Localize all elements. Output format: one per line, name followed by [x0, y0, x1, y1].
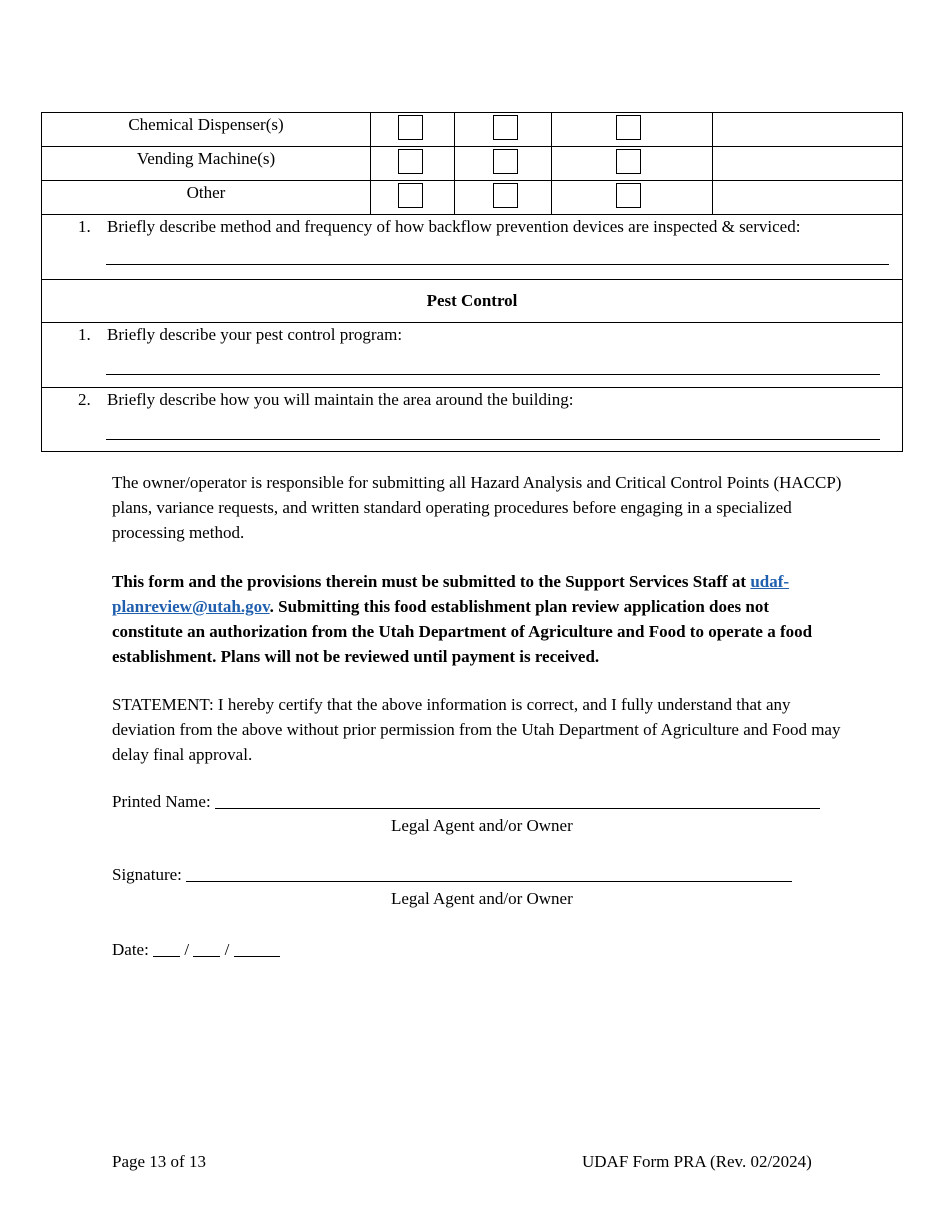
signature-row: [112, 865, 792, 885]
area-maintenance-question-text: Briefly describe how you will maintain the area around the building:: [107, 390, 574, 409]
printed-name-row: [112, 792, 820, 812]
printed-name-label: Printed Name:: [112, 792, 211, 811]
pest-question-row: [42, 388, 903, 452]
area-maintenance-answer-line[interactable]: [106, 439, 880, 440]
pest-control-header-row: [42, 280, 903, 323]
question-number: 1.: [78, 325, 91, 344]
backflow-answer-line[interactable]: [106, 264, 889, 265]
checkbox[interactable]: [493, 115, 518, 140]
equipment-name: Vending Machine(s): [42, 147, 371, 181]
checkbox[interactable]: [398, 115, 423, 140]
checkbox[interactable]: [398, 183, 423, 208]
submission-notice-prefix: This form and the provisions therein must be submitted to the Support Services Staff at: [112, 572, 747, 591]
printed-name-field[interactable]: [215, 808, 820, 809]
pest-question-row: [42, 323, 903, 388]
date-separator: /: [224, 940, 230, 959]
notes-cell[interactable]: [713, 147, 903, 181]
checkbox[interactable]: [616, 149, 641, 174]
email-link[interactable]: udaf-planreview@utah.gov: [112, 572, 790, 616]
submission-notice-suffix: . Submitting this food establishment plan review application does not constitute an authorization from the Utah Department of Agriculture and Food to operate a food establishment. Plans will not be reviewed until payment is received.: [112, 597, 813, 666]
date-month-field[interactable]: [153, 956, 180, 957]
table-row: [42, 113, 903, 147]
backflow-question-text: Briefly describe method and frequency of how backflow prevention devices are inspected & serviced:: [107, 217, 801, 236]
date-separator: /: [184, 940, 190, 959]
checkbox[interactable]: [493, 183, 518, 208]
signature-label: Signature:: [112, 865, 182, 884]
equipment-name: Other: [42, 181, 371, 215]
page-number: Page 13 of 13: [112, 1152, 206, 1171]
signature-field[interactable]: [186, 881, 792, 882]
date-year-field[interactable]: [234, 956, 280, 957]
pest-program-answer-line[interactable]: [106, 374, 880, 375]
backflow-question-row: [42, 215, 903, 280]
equipment-table: [41, 112, 903, 452]
date-label: Date:: [112, 940, 149, 959]
checkbox[interactable]: [616, 183, 641, 208]
notes-cell[interactable]: [713, 113, 903, 147]
section-title: Pest Control: [42, 280, 903, 323]
statement-paragraph: STATEMENT: I hereby certify that the above information is correct, and I fully understand that any deviation from the above without prior permission from the Utah Department of Agriculture and Food may delay final approval.: [112, 695, 841, 764]
table-row: [42, 181, 903, 215]
question-number: 1.: [78, 217, 91, 236]
question-number: 2.: [78, 390, 91, 409]
equipment-name: Chemical Dispenser(s): [42, 113, 371, 147]
table-row: [42, 147, 903, 181]
signature-caption: Legal Agent and/or Owner: [391, 889, 573, 908]
haccp-paragraph: The owner/operator is responsible for submitting all Hazard Analysis and Critical Control Points (HACCP) plans, variance requests, and written standard operating procedures before engaging in a specialized processing method.: [112, 473, 842, 542]
printed-name-caption: Legal Agent and/or Owner: [391, 816, 573, 835]
date-row: [112, 940, 280, 960]
checkbox[interactable]: [493, 149, 518, 174]
submission-notice: [112, 569, 842, 669]
date-day-field[interactable]: [193, 956, 220, 957]
checkbox[interactable]: [616, 115, 641, 140]
checkbox[interactable]: [398, 149, 423, 174]
form-id: UDAF Form PRA (Rev. 02/2024): [582, 1152, 812, 1171]
notes-cell[interactable]: [713, 181, 903, 215]
pest-program-question-text: Briefly describe your pest control program:: [107, 325, 403, 344]
